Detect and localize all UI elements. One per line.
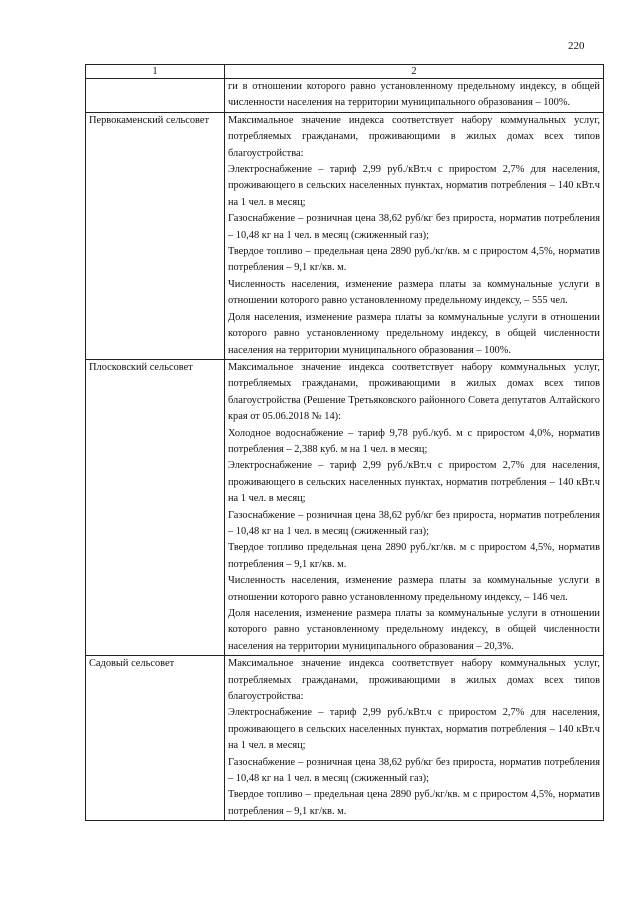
description-cell bbox=[225, 112, 604, 359]
description-paragraph: Доля населения, изменение размера платы за коммунальные услуги в отношении которого равно установленному предельному индексу, в общей численности населения на территории муниципального образования – 20,3%. bbox=[228, 608, 600, 652]
description-paragraph: Твердое топливо – предельная цена 2890 руб./кг/кв. м с приростом 4,5%, норматив потребления – 9,1 кг/кв. м. bbox=[228, 789, 600, 817]
description-paragraph: Доля населения, изменение размера платы за коммунальные услуги в отношении которого равно установленному предельному индексу, в общей численности населения на территории муниципального образования – 100%. bbox=[228, 311, 600, 356]
description-paragraph: Максимальное значение индекса соответствует набору коммунальных услуг, потребляемых гражданами, проживающими в жилых домах всех типов благоустройства: bbox=[228, 114, 600, 159]
description-paragraph: Численность населения, изменение размера платы за коммунальные услуги в отношении которого равно установленному предельному индексу, – 555 чел. bbox=[228, 278, 600, 307]
description-cell bbox=[225, 79, 604, 113]
table-row bbox=[86, 359, 604, 655]
description-paragraph: Газоснабжение – розничная цена 38,62 руб/кг без прироста, норматив потребления – 10,48 кг на 1 чел. в месяц (сжиженный газ); bbox=[228, 509, 600, 537]
description-paragraph: Электроснабжение – тариф 2,99 руб./кВт.ч с приростом 2,7% для населения, проживающего в сельских населенных пунктах, норматив потребления – 140 кВт.ч на 1 чел. в месяц; bbox=[228, 460, 600, 505]
description-paragraph: Электроснабжение – тариф 2,99 руб./кВт.ч с приростом 2,7% для населения, проживающего в сельских населенных пунктах, норматив потребления – 140 кВт.ч на 1 чел. в месяц; bbox=[228, 707, 600, 752]
settlement-name: Первокаменский сельсовет bbox=[86, 112, 225, 359]
description-paragraph: ги в отношении которого равно установленному предельному индексу, в общей численности населения на территории муниципального образования – 100%. bbox=[228, 81, 600, 109]
description-paragraph: Твердое топливо предельная цена 2890 руб./кг/кв. м с приростом 4,5%, норматив потребления – 9,1 кг/кв. м. bbox=[228, 542, 600, 570]
settlement-name bbox=[86, 79, 225, 113]
column-header-2: 2 bbox=[225, 65, 604, 79]
document-table bbox=[85, 64, 604, 821]
table-header-row bbox=[86, 65, 604, 79]
description-paragraph: Газоснабжение – розничная цена 38,62 руб/кг без прироста, норматив потребления – 10,48 кг на 1 чел. в месяц (сжиженный газ); bbox=[228, 756, 600, 785]
table-row bbox=[86, 79, 604, 113]
table-row bbox=[86, 112, 604, 359]
description-paragraph: Твердое топливо – предельная цена 2890 руб./кг/кв. м с приростом 4,5%, норматив потребления – 9,1 кг/кв. м. bbox=[228, 246, 600, 274]
settlement-name: Садовый сельсовет bbox=[86, 656, 225, 821]
description-paragraph: Максимальное значение индекса соответствует набору коммунальных услуг, потребляемых гражданами, проживающими в жилых домах всех типов благоустройства: bbox=[228, 658, 600, 703]
settlement-name: Плосковский сельсовет bbox=[86, 359, 225, 655]
description-paragraph: Электроснабжение – тариф 2,99 руб./кВт.ч с приростом 2,7% для населения, проживающего в сельских населенных пунктах, норматив потребления – 140 кВт.ч на 1 чел. в месяц; bbox=[228, 164, 600, 208]
description-paragraph: Холодное водоснабжение – тариф 9,78 руб./куб. м с приростом 4,0%, норматив потребления – 2,388 куб. м на 1 чел. в месяц; bbox=[228, 427, 600, 455]
description-paragraph: Газоснабжение – розничная цена 38,62 руб/кг без прироста, норматив потребления – 10,48 кг на 1 чел. в месяц (сжиженный газ); bbox=[228, 213, 600, 241]
table-row bbox=[86, 656, 604, 821]
description-cell bbox=[225, 359, 604, 655]
page-number: 220 bbox=[568, 40, 585, 52]
description-paragraph: Максимальное значение индекса соответствует набору коммунальных услуг, потребляемых гражданами, проживающими в жилых домах всех типов благоустройства (Решение Третьяковского районного Совета депутатов Алтайского края от 05.06.2018 № 14): bbox=[228, 361, 600, 423]
description-cell bbox=[225, 656, 604, 821]
description-paragraph: Численность населения, изменение размера платы за коммунальные услуги в отношении которого равно установленному предельному индексу, – 146 чел. bbox=[228, 575, 600, 603]
column-header-1: 1 bbox=[86, 65, 225, 79]
